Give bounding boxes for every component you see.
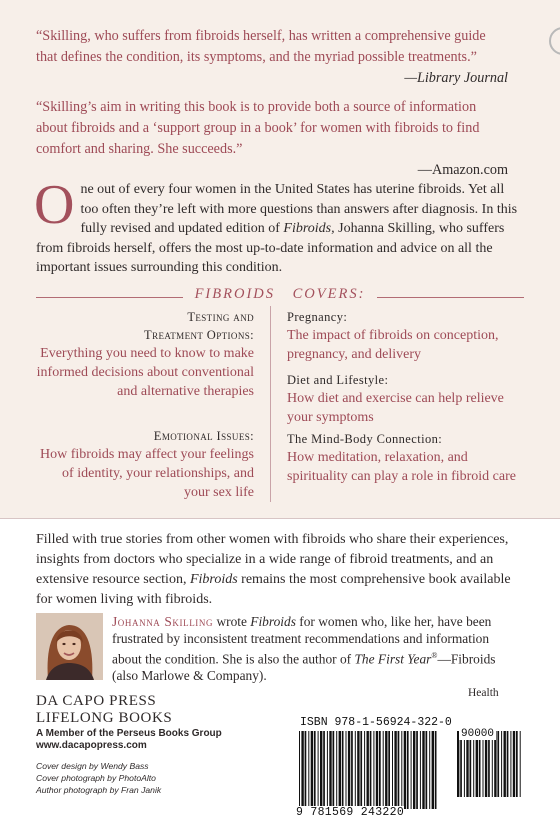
review-quote: “Skilling, who suffers from fibroids herself, has written a comprehensive guide that defines the condition, its symptoms, and the myriad possible treatments.” xyxy=(36,28,486,65)
barcode-bar xyxy=(385,731,387,809)
barcode-bar xyxy=(426,731,428,809)
section-pregnancy xyxy=(287,308,527,364)
barcode-bar xyxy=(301,731,303,809)
barcode-bar xyxy=(311,731,313,809)
barcode-digits: 9 781569 243220 xyxy=(296,806,405,819)
barcode-bar xyxy=(479,731,481,797)
category-label: Health xyxy=(468,687,499,699)
barcode-bar xyxy=(476,731,478,797)
barcode-bar xyxy=(383,731,384,809)
barcode-bar xyxy=(357,731,359,809)
author-name: Johanna Skilling xyxy=(112,614,214,629)
review-library-journal xyxy=(36,26,508,89)
section-heading: Testing and Treatment Options: xyxy=(144,310,254,342)
barcode-bar xyxy=(416,731,418,809)
book-title: Fibroids xyxy=(189,572,238,587)
barcode-bar xyxy=(401,731,402,809)
barcode-bar xyxy=(348,731,350,809)
barcode-bar xyxy=(308,731,309,809)
barcode-bar xyxy=(394,731,396,809)
section-diet-lifestyle xyxy=(287,371,527,427)
barcode-bar xyxy=(333,731,335,809)
barcode-bar xyxy=(407,731,409,809)
credit-cover-design: Cover design by Wendy Bass xyxy=(36,761,149,771)
barcode-bar xyxy=(346,731,347,809)
barcode-bar xyxy=(435,731,437,809)
barcode-bar xyxy=(470,731,472,797)
barcode-bar xyxy=(429,731,430,809)
barcode-bar xyxy=(339,731,341,809)
credit-author-photo: Author photograph by Fran Janik xyxy=(36,785,162,795)
section-mind-body xyxy=(287,430,527,486)
section-body: How meditation, relaxation, and spirituality can play a role in fibroid care xyxy=(287,450,516,484)
barcode-bar xyxy=(404,731,406,809)
barcode-bar xyxy=(494,731,496,797)
barcode-bar xyxy=(388,731,390,809)
barcode-bar xyxy=(510,731,511,797)
review-quote: “Skilling’s aim in writing this book is to provide both a source of information about fibroids and a ‘support group in a book’ for women with fibroids to find comfort and sharing. She succeeds.” xyxy=(36,99,480,157)
barcode-bar xyxy=(422,731,424,809)
section-heading: Pregnancy: xyxy=(287,310,348,324)
barcode-bar xyxy=(457,731,459,797)
section-heading: Emotional Issues: xyxy=(153,429,254,443)
barcode-bar xyxy=(320,731,322,809)
review-amazon xyxy=(36,97,508,181)
barcode-bar xyxy=(327,731,328,809)
barcode-bar xyxy=(473,731,474,797)
author-photo xyxy=(36,613,103,680)
barcode-bar xyxy=(432,731,434,809)
barcode-bar xyxy=(379,731,381,809)
review-source: —Amazon.com xyxy=(417,162,508,178)
barcode-bar xyxy=(392,731,393,809)
barcode-bar xyxy=(355,731,356,809)
barcode-bar xyxy=(497,731,499,797)
barcode-bar xyxy=(464,731,465,797)
isbn-text: ISBN 978-1-56924-322-0 xyxy=(300,716,452,729)
barcode-bar xyxy=(501,731,502,797)
column-divider xyxy=(270,306,271,502)
barcode-bar xyxy=(460,731,462,797)
edge-mark xyxy=(549,27,560,55)
barcode-bar xyxy=(299,731,300,809)
section-body: The impact of fibroids on conception, pregnancy, and delivery xyxy=(287,328,499,362)
barcode-main xyxy=(298,731,439,809)
publisher-url: www.dacapopress.com xyxy=(36,740,147,751)
section-body: How diet and exercise can help relieve your symptoms xyxy=(287,391,504,425)
barcode-bar xyxy=(411,731,412,809)
barcode-bar xyxy=(336,731,337,809)
barcode-bar xyxy=(323,731,325,809)
barcode-addon-digits: 90000 xyxy=(461,728,495,740)
section-body: Everything you need to know to make informed decisions about conventional and alternative therapies xyxy=(36,346,254,399)
barcode-bar xyxy=(318,731,319,809)
barcode-bar xyxy=(492,731,493,797)
intro-paragraph: One out of every four women in the United States has uterine fibroids. Yet all too often they’re left with more questions than answers after diagnosis. In this fully revised and updated edition of Fibroids, Johanna Skilling, who suffers from fibroids herself, offers the most up-to-date information and advice on all the important issues surrounding this condition. xyxy=(34,174,518,275)
outro-paragraph: Filled with true stories from other women with fibroids who share their experiences, insights from doctors who specialize in a wide range of fibroid treatments, and an extensive resource section, Fibroids remains the most comprehensive book available for women living with fibroids. xyxy=(36,532,511,607)
book-title: Fibroids, xyxy=(283,221,335,236)
barcode-bar xyxy=(516,731,518,797)
covers-heading: FIBROIDS COVERS: xyxy=(0,286,560,303)
barcode-bar xyxy=(507,731,509,797)
barcode-bar xyxy=(485,731,487,797)
barcode-addon xyxy=(456,731,523,797)
drop-cap: O xyxy=(34,174,75,236)
barcode-bar xyxy=(413,731,415,809)
barcode-bar xyxy=(373,731,374,809)
barcode-bar xyxy=(466,731,468,797)
barcode-bar xyxy=(376,731,378,809)
section-heading: Diet and Lifestyle: xyxy=(287,373,389,387)
barcode-bar xyxy=(342,731,344,809)
section-emotional-issues xyxy=(36,427,254,502)
section-testing-treatment xyxy=(36,308,254,401)
section-heading: The Mind-Body Connection: xyxy=(287,432,443,446)
barcode-bar xyxy=(504,731,506,797)
author-bio: Johanna Skilling wrote Fibroids for women who, like her, have been frustrated by inconsistent treatment recommendations and information about the condition. She is also the author of The First Year®—Fibroids (also Marlowe & Company). xyxy=(112,614,496,683)
section-body: How fibroids may affect your feelings of identity, your relationships, and your sex life xyxy=(40,447,254,500)
barcode-bar xyxy=(351,731,353,809)
publisher-name: DA CAPO PRESS LIFELONG BOOKS xyxy=(36,693,173,726)
publisher-member: A Member of the Perseus Books Group xyxy=(36,728,222,739)
barcode-bar xyxy=(370,731,372,809)
barcode-bar xyxy=(483,731,484,797)
credit-cover-photo: Cover photograph by PhotoAlto xyxy=(36,773,156,783)
barcode-bar xyxy=(314,731,316,809)
barcode-bar xyxy=(420,731,421,809)
barcode-bar xyxy=(360,731,362,809)
barcode-bar xyxy=(520,731,521,797)
barcode-bar xyxy=(398,731,400,809)
barcode-bar xyxy=(488,731,490,797)
barcode-bar xyxy=(305,731,307,809)
review-source: —Library Journal xyxy=(404,70,508,86)
barcode-bar xyxy=(364,731,365,809)
barcode-bar xyxy=(367,731,369,809)
barcode-bar xyxy=(513,731,515,797)
barcode-bar xyxy=(329,731,331,809)
